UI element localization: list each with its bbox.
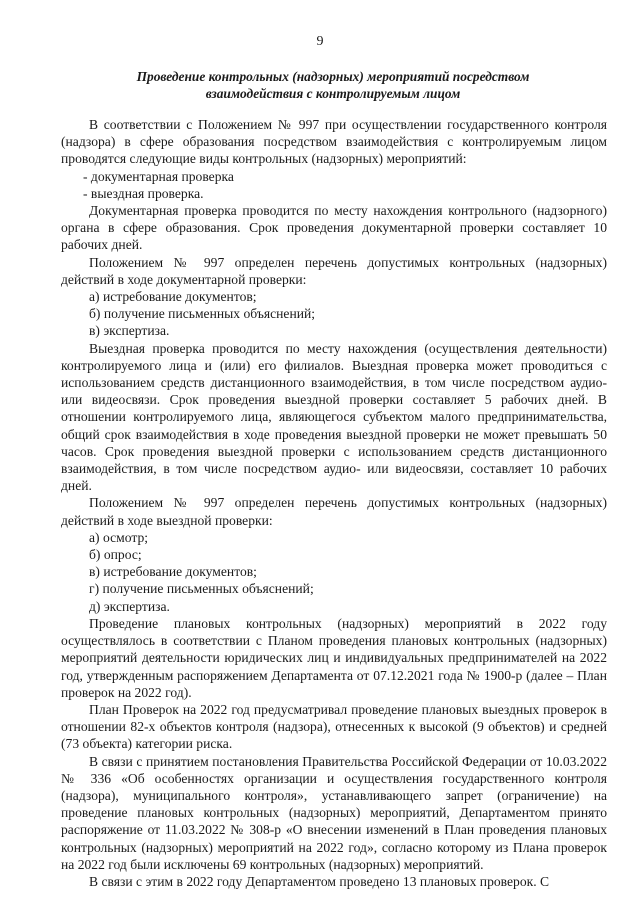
list-item: д) экспертиза.	[89, 598, 170, 614]
list-item-documentary: - документарная проверка	[83, 168, 234, 184]
paragraph-inspection-types: В соответствии с Положением № 997 при осуществлении государственного контроля (надзора) в сфере образования посредством взаимодействия с контролируемым лицом проводятся следующие виды контрольных (надзорных) мероприятий:	[61, 117, 607, 167]
paragraph-documentary-actions: Положением № 997 определен перечень допустимых контрольных (надзорных) действий в ходе документарной проверки:	[61, 254, 607, 287]
paragraph-onsite-inspection: Выездная проверка проводится по месту нахождения (осуществления деятельности) контролируемого лица и (или) его филиалов. Выездная проверка может проводиться с использованием средств дистанционного взаимодействия, в том числе посредством аудио- или видеосвязи. Срок проведения выездной проверки составляет 5 рабочих дней. В отношении контролируемого лица, являющегося субъектом малого предпринимательства, общий срок взаимодействия в ходе проведения выездной проверки не может превышать 50 часов. Срок проведения выездной проверки с использованием средств дистанционного взаимодействия, в том числе посредством аудио- или видеосвязи, составляет 10 рабочих дней.	[61, 340, 607, 494]
list-item: в) экспертиза.	[89, 323, 170, 339]
list-item: б) опрос;	[89, 547, 142, 563]
section-title	[60, 68, 606, 102]
list-item: а) истребование документов;	[89, 289, 257, 305]
section-title-line-2: взаимодействия с контролируемым лицом	[205, 86, 461, 101]
page-number: 9	[316, 34, 324, 49]
list-item-onsite: - выездная проверка.	[83, 185, 204, 201]
paragraph-conducted-inspections: В связи с этим в 2022 году Департаментом проведено 13 плановых проверок. С	[89, 873, 550, 889]
list-item: б) получение письменных объяснений;	[89, 306, 316, 322]
document-body	[61, 116, 607, 890]
list-item: а) осмотр;	[89, 529, 149, 545]
paragraph-documentary-inspection: Документарная проверка проводится по месту нахождения контрольного (надзорного) органа в сфере образования. Срок проведения документарной проверки составляет 10 рабочих дней.	[61, 203, 607, 253]
list-item: г) получение письменных объяснений;	[89, 581, 314, 597]
list-item: в) истребование документов;	[89, 564, 257, 580]
paragraph-inspection-plan: План Проверок на 2022 год предусматривал проведение плановых выездных проверок в отношении 82-х объектов контроля (надзора), отнесенных к высокой (9 объектов) и средней (73 объекта) категории риска.	[61, 701, 607, 752]
section-title-line-1: Проведение контрольных (надзорных) мероприятий посредством	[136, 69, 530, 84]
paragraph-onsite-actions: Положением № 997 определен перечень допустимых контрольных (надзорных) действий в ходе выездной проверки:	[61, 495, 607, 528]
paragraph-planned-inspections: Проведение плановых контрольных (надзорных) мероприятий в 2022 году осуществлялось в соответствии с Планом проведения плановых контрольных (надзорных) мероприятий деятельности юридических лиц и индивидуальных предпринимателей на 2022 год, утвержденным распоряжением Департамента от 07.12.2021 года № 1900-р (далее – План проверок на 2022 год).	[61, 615, 607, 700]
paragraph-government-decree: В связи с принятием постановления Правительства Российской Федерации от 10.03.2022 № 336 «Об особенностях организации и осуществления государственного контроля (надзора), муниципального контроля», устанавливающего запрет (ограничение) на проведение плановых контрольных (надзорных) мероприятий, Департаментом принято распоряжение от 11.03.2022 № 308-р «О внесении изменений в План проведения плановых контрольных (надзорных) мероприятий на 2022 год», согласно которому из Плана проверок на 2022 год были исключены 69 контрольных (надзорных) мероприятий.	[61, 753, 607, 872]
